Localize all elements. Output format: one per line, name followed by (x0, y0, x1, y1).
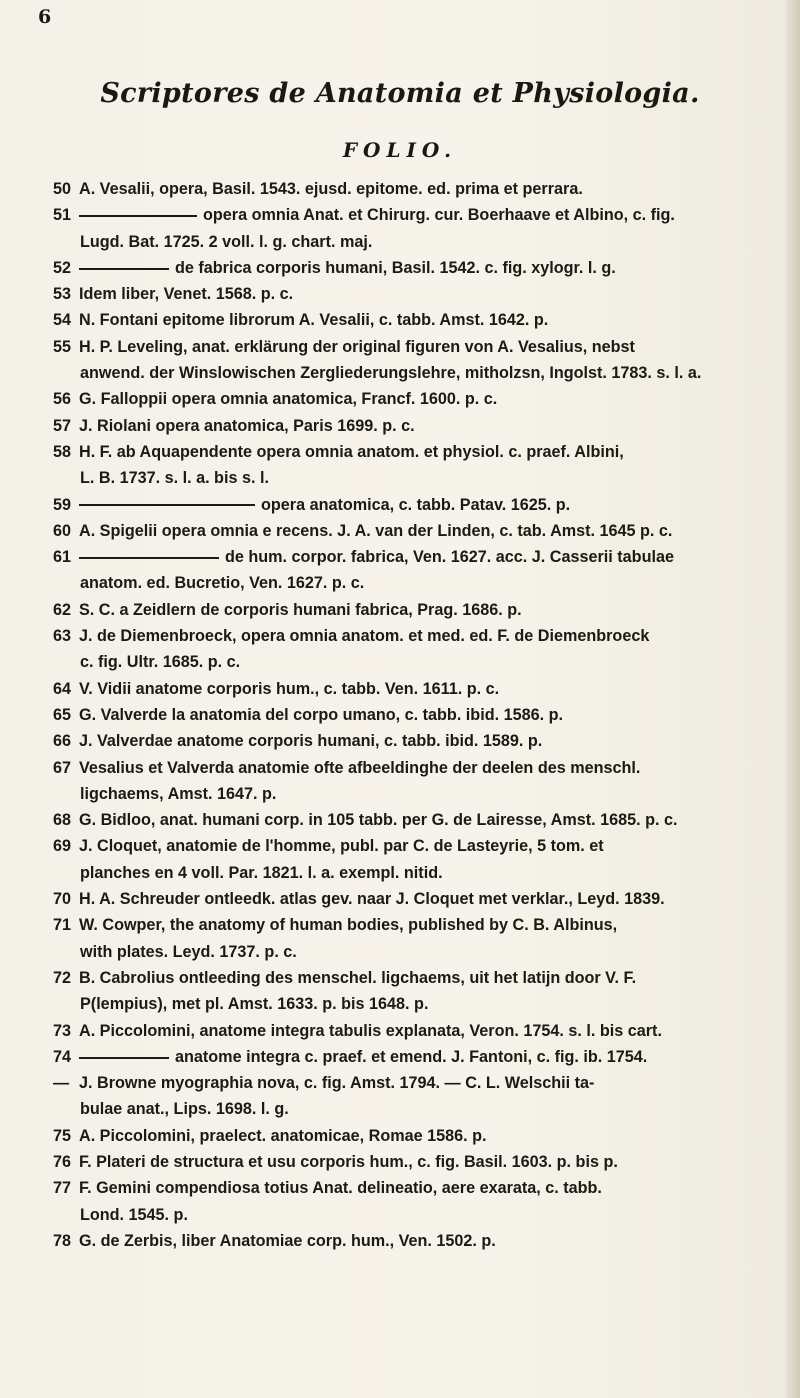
catalogue-entry (53, 676, 795, 702)
catalogue-entry (53, 202, 795, 255)
entry-text: A. Piccolomini, praelect. anatomicae, Romae 1586. p. (79, 1126, 487, 1145)
entry-text: Idem liber, Venet. 1568. p. c. (79, 285, 294, 304)
catalogue-entry (53, 807, 795, 833)
catalogue-entry (53, 1123, 795, 1149)
catalogue-entry (53, 492, 795, 518)
entry-number: 63 (53, 627, 72, 646)
catalogue-list (53, 176, 795, 1254)
entry-number: 76 (53, 1152, 72, 1171)
entry-continuation: anwend. der Winslowischen Zergliederungslehre, mitholzsn, Ingolst. 1783. s. l. a. (80, 364, 702, 383)
entry-text: J. Browne myographia nova, c. fig. Amst. 1794. — C. L. Welschii ta- (79, 1074, 595, 1093)
page-title: Scriptores de Anatomia et Physiologia. (100, 78, 700, 109)
entry-number: 54 (53, 311, 72, 330)
entry-text: G. de Zerbis, liber Anatomiae corp. hum., Ven. 1502. p. (79, 1231, 496, 1250)
catalogue-entry (53, 1149, 795, 1175)
catalogue-entry (53, 413, 795, 439)
entry-text: H. F. ab Aquapendente opera omnia anatom. et physiol. c. praef. Albini, (79, 442, 624, 461)
catalogue-entry (53, 965, 795, 1018)
entry-continuation: L. B. 1737. s. l. a. bis s. l. (80, 469, 269, 488)
entry-number: 74 (53, 1047, 72, 1066)
ditto-rule (79, 1057, 169, 1059)
entry-text: N. Fontani epitome librorum A. Vesalii, c. tabb. Amst. 1642. p. (79, 311, 549, 330)
entry-number: 52 (53, 258, 72, 277)
entry-text: W. Cowper, the anatomy of human bodies, published by C. B. Albinus, (79, 916, 618, 935)
catalogue-entry (53, 886, 795, 912)
entry-text: anatome integra c. praef. et emend. J. Fantoni, c. fig. ib. 1754. (175, 1047, 648, 1066)
entry-text: B. Cabrolius ontleeding des menschel. ligchaems, uit het latijn door V. F. (79, 968, 637, 987)
entry-continuation: Lond. 1545. p. (80, 1205, 188, 1224)
entry-continuation: ligchaems, Amst. 1647. p. (80, 784, 277, 803)
catalogue-entry (53, 755, 795, 808)
entry-number: 50 (53, 180, 72, 198)
catalogue-entry (53, 281, 795, 307)
entry-text: S. C. a Zeidlern de corporis humani fabrica, Prag. 1686. p. (79, 600, 522, 619)
catalogue-entry (53, 1175, 795, 1228)
entry-number: 70 (53, 890, 72, 909)
ditto-rule (79, 268, 169, 270)
catalogue-entry (53, 1044, 795, 1070)
page-number: 6 (38, 6, 52, 28)
entry-number: 59 (53, 495, 72, 514)
entry-number: 71 (53, 916, 72, 935)
ditto-rule (79, 215, 197, 217)
section-heading: FOLIO. (342, 138, 458, 162)
entry-text: G. Valverde la anatomia del corpo umano, c. tabb. ibid. 1586. p. (79, 705, 563, 724)
entry-continuation: anatom. ed. Bucretio, Ven. 1627. p. c. (80, 574, 365, 593)
entry-text: A. Piccolomini, anatome integra tabulis explanata, Veron. 1754. s. l. bis cart. (79, 1021, 662, 1040)
entry-text: de fabrica corporis humani, Basil. 1542. c. fig. xylogr. l. g. (175, 258, 616, 277)
entry-continuation: bulae anat., Lips. 1698. l. g. (80, 1100, 289, 1119)
entry-text: de hum. corpor. fabrica, Ven. 1627. acc. J. Casserii tabulae (225, 548, 674, 567)
entry-number: 61 (53, 548, 72, 567)
entry-text: V. Vidii anatome corporis hum., c. tabb. Ven. 1611. p. c. (79, 679, 500, 698)
entry-number: 64 (53, 679, 72, 698)
entry-number: 65 (53, 705, 72, 724)
entry-number: 72 (53, 968, 72, 987)
entry-number: 68 (53, 811, 72, 830)
catalogue-entry (53, 439, 795, 492)
catalogue-entry (53, 386, 795, 412)
entry-number: 62 (53, 600, 72, 619)
entry-continuation: P(lempius), met pl. Amst. 1633. p. bis 1648. p. (80, 995, 429, 1014)
ditto-rule (79, 557, 219, 559)
entry-number: 56 (53, 390, 72, 409)
catalogue-entry (53, 518, 795, 544)
entry-continuation: planches en 4 voll. Par. 1821. l. a. exempl. nitid. (80, 863, 443, 882)
entry-text: A. Spigelii opera omnia e recens. J. A. van der Linden, c. tab. Amst. 1645 p. c. (79, 521, 673, 540)
entry-text: A. Vesalii, opera, Basil. 1543. ejusd. epitome. ed. prima et perrara. (79, 180, 583, 198)
entry-text: J. Valverdae anatome corporis humani, c. tabb. ibid. 1589. p. (79, 732, 543, 751)
catalogue-entry (53, 334, 795, 387)
entry-text: G. Falloppii opera omnia anatomica, Francf. 1600. p. c. (79, 390, 498, 409)
catalogue-entry (53, 1018, 795, 1044)
catalogue-entry (53, 623, 795, 676)
catalogue-entry (53, 912, 795, 965)
entry-text: J. de Diemenbroeck, opera omnia anatom. et med. ed. F. de Diemenbroeck (79, 627, 650, 646)
entry-number: 58 (53, 442, 72, 461)
catalogue-entry (53, 176, 795, 202)
entry-text: J. Cloquet, anatomie de l'homme, publ. par C. de Lasteyrie, 5 tom. et (79, 837, 604, 856)
catalogue-entry (53, 702, 795, 728)
entry-text: F. Gemini compendiosa totius Anat. delineatio, aere exarata, c. tabb. (79, 1179, 602, 1198)
catalogue-entry (53, 728, 795, 754)
entry-number: 60 (53, 521, 72, 540)
catalogue-entry (53, 544, 795, 597)
catalogue-entry (53, 1228, 795, 1254)
entry-text: H. A. Schreuder ontleedk. atlas gev. naar J. Cloquet met verklar., Leyd. 1839. (79, 890, 665, 909)
entry-number: 55 (53, 337, 72, 356)
entry-continuation: with plates. Leyd. 1737. p. c. (80, 942, 297, 961)
catalogue-entry (53, 255, 795, 281)
entry-number: 78 (53, 1231, 72, 1250)
entry-number: 53 (53, 285, 72, 304)
entry-text: opera omnia Anat. et Chirurg. cur. Boerhaave et Albino, c. fig. (203, 206, 675, 225)
entry-text: F. Plateri de structura et usu corporis hum., c. fig. Basil. 1603. p. bis p. (79, 1152, 618, 1171)
entry-number: 77 (53, 1179, 72, 1198)
catalogue-entry (53, 833, 795, 886)
entry-text: Vesalius et Valverda anatomie ofte afbeeldinghe der deelen des menschl. (79, 758, 641, 777)
catalogue-entry (53, 597, 795, 623)
entry-number: 67 (53, 758, 72, 777)
entry-number: — (53, 1074, 70, 1093)
entry-number: 51 (53, 206, 72, 225)
entry-text: H. P. Leveling, anat. erklärung der original figuren von A. Vesalius, nebst (79, 337, 635, 356)
catalogue-entry (53, 307, 795, 333)
entry-number: 57 (53, 416, 72, 435)
entry-continuation: Lugd. Bat. 1725. 2 voll. l. g. chart. maj. (80, 232, 373, 251)
entry-text: J. Riolani opera anatomica, Paris 1699. p. c. (79, 416, 415, 435)
entry-number: 75 (53, 1126, 72, 1145)
ditto-rule (79, 504, 255, 506)
entry-number: 73 (53, 1021, 72, 1040)
entry-continuation: c. fig. Ultr. 1685. p. c. (80, 653, 241, 672)
entry-text: G. Bidloo, anat. humani corp. in 105 tabb. per G. de Lairesse, Amst. 1685. p. c. (79, 811, 678, 830)
entry-number: 66 (53, 732, 72, 751)
entry-text: opera anatomica, c. tabb. Patav. 1625. p. (261, 495, 571, 514)
entry-number: 69 (53, 837, 72, 856)
catalogue-entry (53, 1070, 795, 1123)
